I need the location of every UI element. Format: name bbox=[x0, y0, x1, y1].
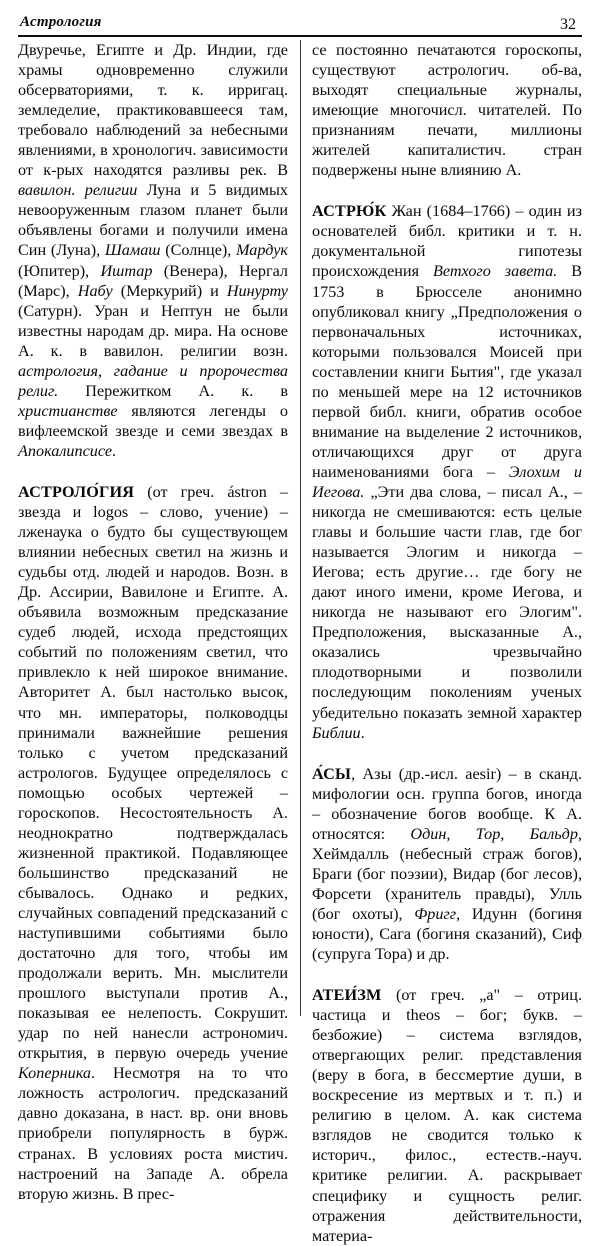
running-head: Астрология bbox=[20, 14, 102, 30]
headword: АСТРЮ́К bbox=[312, 202, 387, 221]
left-column bbox=[18, 40, 288, 1204]
paragraph-astronomy-cult-continued: Двуречье, Египте и Др. Индии, где храмы одновременно служили обсерваториями, т. к. ирригац. земледелие, практиковавшееся там, требовало наблюдений за небесными явлениями, в хронологич. зависимости от к-рых находятся разливы рек. В вавилон. религии Луна и 5 видимых невооруженным глазом планет были объявлены богами и получили имена Син (Луна), Шамаш (Солнце), Мардук (Юпитер), Иштар (Венера), Нергал (Марс), Набу (Меркурий) и Нинурту (Сатурн). Уран и Нептун не были известны народам др. мира. На основе А. к. в вавилон. религии возн. астрология, гадание и пророчества религ. Пережитком А. к. в христианстве являются легенды о вифлеемской звезде и семи звездах в Апокалипсисе. bbox=[18, 41, 288, 460]
entry-astruc: АСТРЮ́К Жан (1684–1766) – один из основателей библ. критики и т. н. документальной гипотезы происхождения Ветхого завета. В 1753 в Брюсселе анонимно опубликовал книгу „Предположения о первоначальных источниках, которыми пользовался Моисей при составлении книги Бытия", где указал по меньшей мере на 12 источников первой библ. книги, обратив особое внимание на выделение 2 источников, отличающихся друг от друга наименованиями бога – Элохим и Иегова. „Эти два слова, – писал А., – никогда не смешиваются: есть целые главы и большие части глав, где бог называется Элогим и никогда – Иегова; есть другие… где богу не дают иного имени, кроме Иегова, и никогда не называют его Элогим". Предположения, высказанные А., оказались чрезвычайно плодотворными и позволили последующим поколениям ученых убедительно показать земной характер Библии. bbox=[312, 202, 582, 742]
headword: АТЕИ́ЗМ bbox=[312, 986, 382, 1005]
header-rule bbox=[18, 35, 582, 37]
paragraph-astrology-continued: се постоянно печатаются гороскопы, существуют астрологич. об-ва, выходят специальные журналы, имеющие многочисл. читателей. По признаниям печати, миллионы жителей капиталистич. стран подвержены ныне влиянию А. bbox=[312, 41, 582, 180]
entry-ateizm: АТЕИ́ЗМ (от греч. „а" – отриц. частица и theos – бог; букв. – безбожие) – система взглядов, отвергающих религ. представления (веру в бога, в бессмертие души, в воскресение из мертвых и т. п.) и религию в целом. А. как система взглядов не сводится только к историч., филос., естеств.-науч. критике религии. А. раскрывает специфику и сущность религ. отражения действительности, материа- bbox=[312, 986, 582, 1245]
page-header bbox=[18, 10, 582, 36]
entry-asy: А́СЫ, Азы (др.-исл. aesir) – в сканд. мифологии осн. группа богов, иногда – обозначение богов вообще. К А. относятся: Один, Тор, Бальдр, Хеймдалль (небесный страж богов), Браги (бог поэзии), Видар (бог лесов), Форсети (хранитель правды), Улль (бог охоты), Фригг, Идунн (богиня юности), Сага (богиня сказаний), Сиф (супруга Тора) и др. bbox=[312, 764, 583, 964]
entry-astrologiya: АСТРОЛО́ГИЯ (от греч. ástron – звезда и logos – слово, учение) – лженаука о будто бы существующем влиянии небесных светил на жизнь и судьбы отд. людей и народов. Возн. в Др. Ассирии, Вавилоне и Египте. А. объявила возможным предсказание судеб людей, исхода предстоящих событий по положениям светил, что привлекло к ней широкое внимание. Авторитет А. был настолько высок, что мн. императоры, полководцы принимали важнейшие решения только с учетом предсказаний астрологов. Будущее определялось с помощью особых чертежей – гороскопов. Несостоятельность А. неоднократно подтверждалась жизненной практикой. Подавляющее большинство предсказаний не сбывалось. Однако и редких, случайных совпадений предсказаний с наступившими событиями было достаточно для того, чтобы им продолжали верить. Мн. мыслители прошлого выступали против А., показывая ее нелепость. Сокрушит. удар по ней нанесли астрономич. открытия, в первую очередь учение Коперника. Несмотря на то что ложность астрологич. предсказаний давно доказана, в наст. вр. они вновь приобрели популярность в бурж. странах. В условиях роста мистич. настроений на Западе А. обрела вторую жизнь. В прес- bbox=[18, 482, 288, 1203]
headword: А́СЫ bbox=[312, 764, 352, 783]
right-column bbox=[312, 40, 582, 1246]
page-number: 32 bbox=[560, 16, 576, 33]
headword: АСТРОЛО́ГИЯ bbox=[18, 482, 135, 501]
column-divider bbox=[300, 40, 301, 1016]
